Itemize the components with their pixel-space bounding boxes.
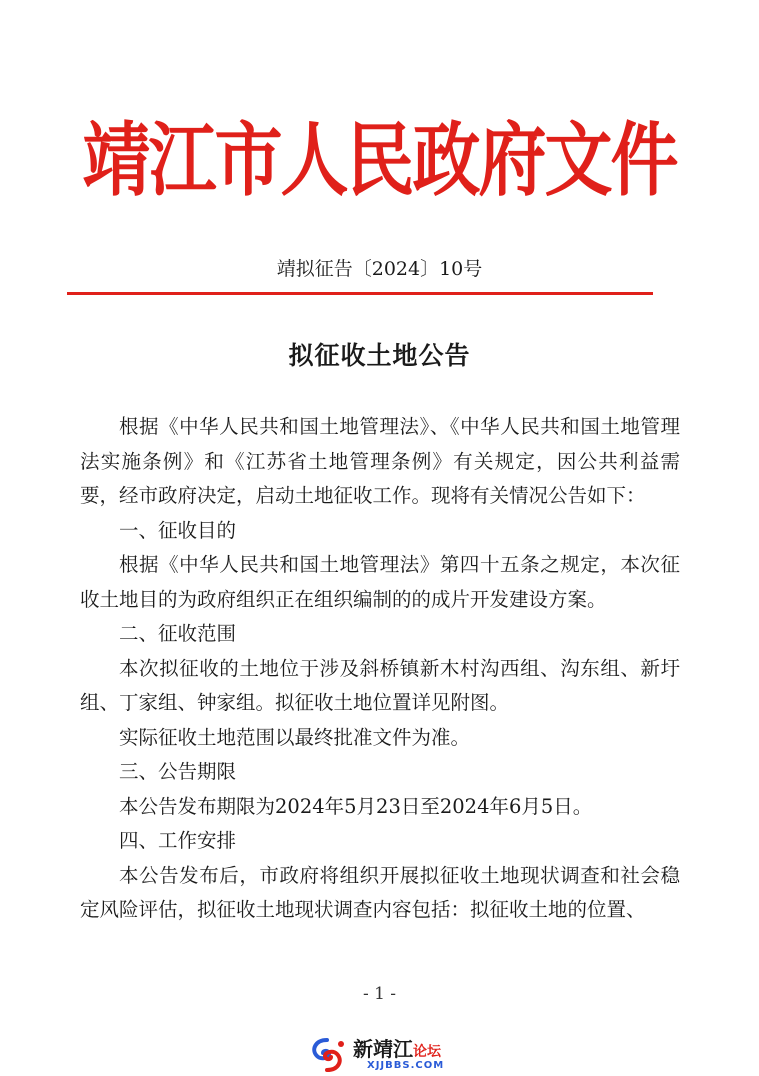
section-paragraph: 本次拟征收的土地位于涉及斜桥镇新木村沟西组、沟东组、新圩组、丁家组、钟家组。拟征收土地位置详见附图。 (80, 656, 680, 714)
section-heading: 四、工作安排 (119, 829, 237, 852)
site-watermark (305, 1036, 465, 1074)
watermark-name-text: 新靖江 (353, 1037, 413, 1061)
notice-title: 拟征收土地公告 (288, 341, 471, 370)
header-divider (67, 292, 653, 295)
section-heading: 一、征收目的 (119, 518, 237, 542)
issuer-title: 靖江市人民政府文件 (82, 113, 677, 209)
watermark-forum-suffix: 论坛 (413, 1044, 441, 1060)
notice-body (80, 410, 680, 928)
section-heading: 三、公告期限 (119, 760, 237, 783)
section-paragraph: 本公告发布期限为2024年5月23日至2024年6月5日。 (119, 794, 593, 818)
section-paragraph: 根据《中华人民共和国土地管理法》第四十五条之规定，本次征收土地目的为政府组织正在组织编制的的成片开发建设方案。 (80, 553, 680, 611)
watermark-url: XJJBBS.COM (367, 1060, 445, 1071)
document-number: 靖拟征告〔2024〕10号 (276, 258, 483, 280)
section-paragraph: 本公告发布后，市政府将组织开展拟征收土地现状调查和社会稳定风险评估，拟征收土地现状调查内容包括：拟征收土地的位置、 (80, 863, 680, 921)
intro-paragraph: 根据《中华人民共和国土地管理法》、《中华人民共和国土地管理法实施条例》和《江苏省土地管理条例》有关规定，因公共利益需要，经市政府决定，启动土地征收工作。现将有关情况公告如下： (80, 415, 680, 507)
forum-logo-icon (305, 1036, 349, 1074)
section-heading: 二、征收范围 (119, 622, 237, 645)
section-paragraph: 实际征收土地范围以最终批准文件为准。 (119, 725, 471, 749)
page-number: - 1 - (362, 984, 397, 1004)
